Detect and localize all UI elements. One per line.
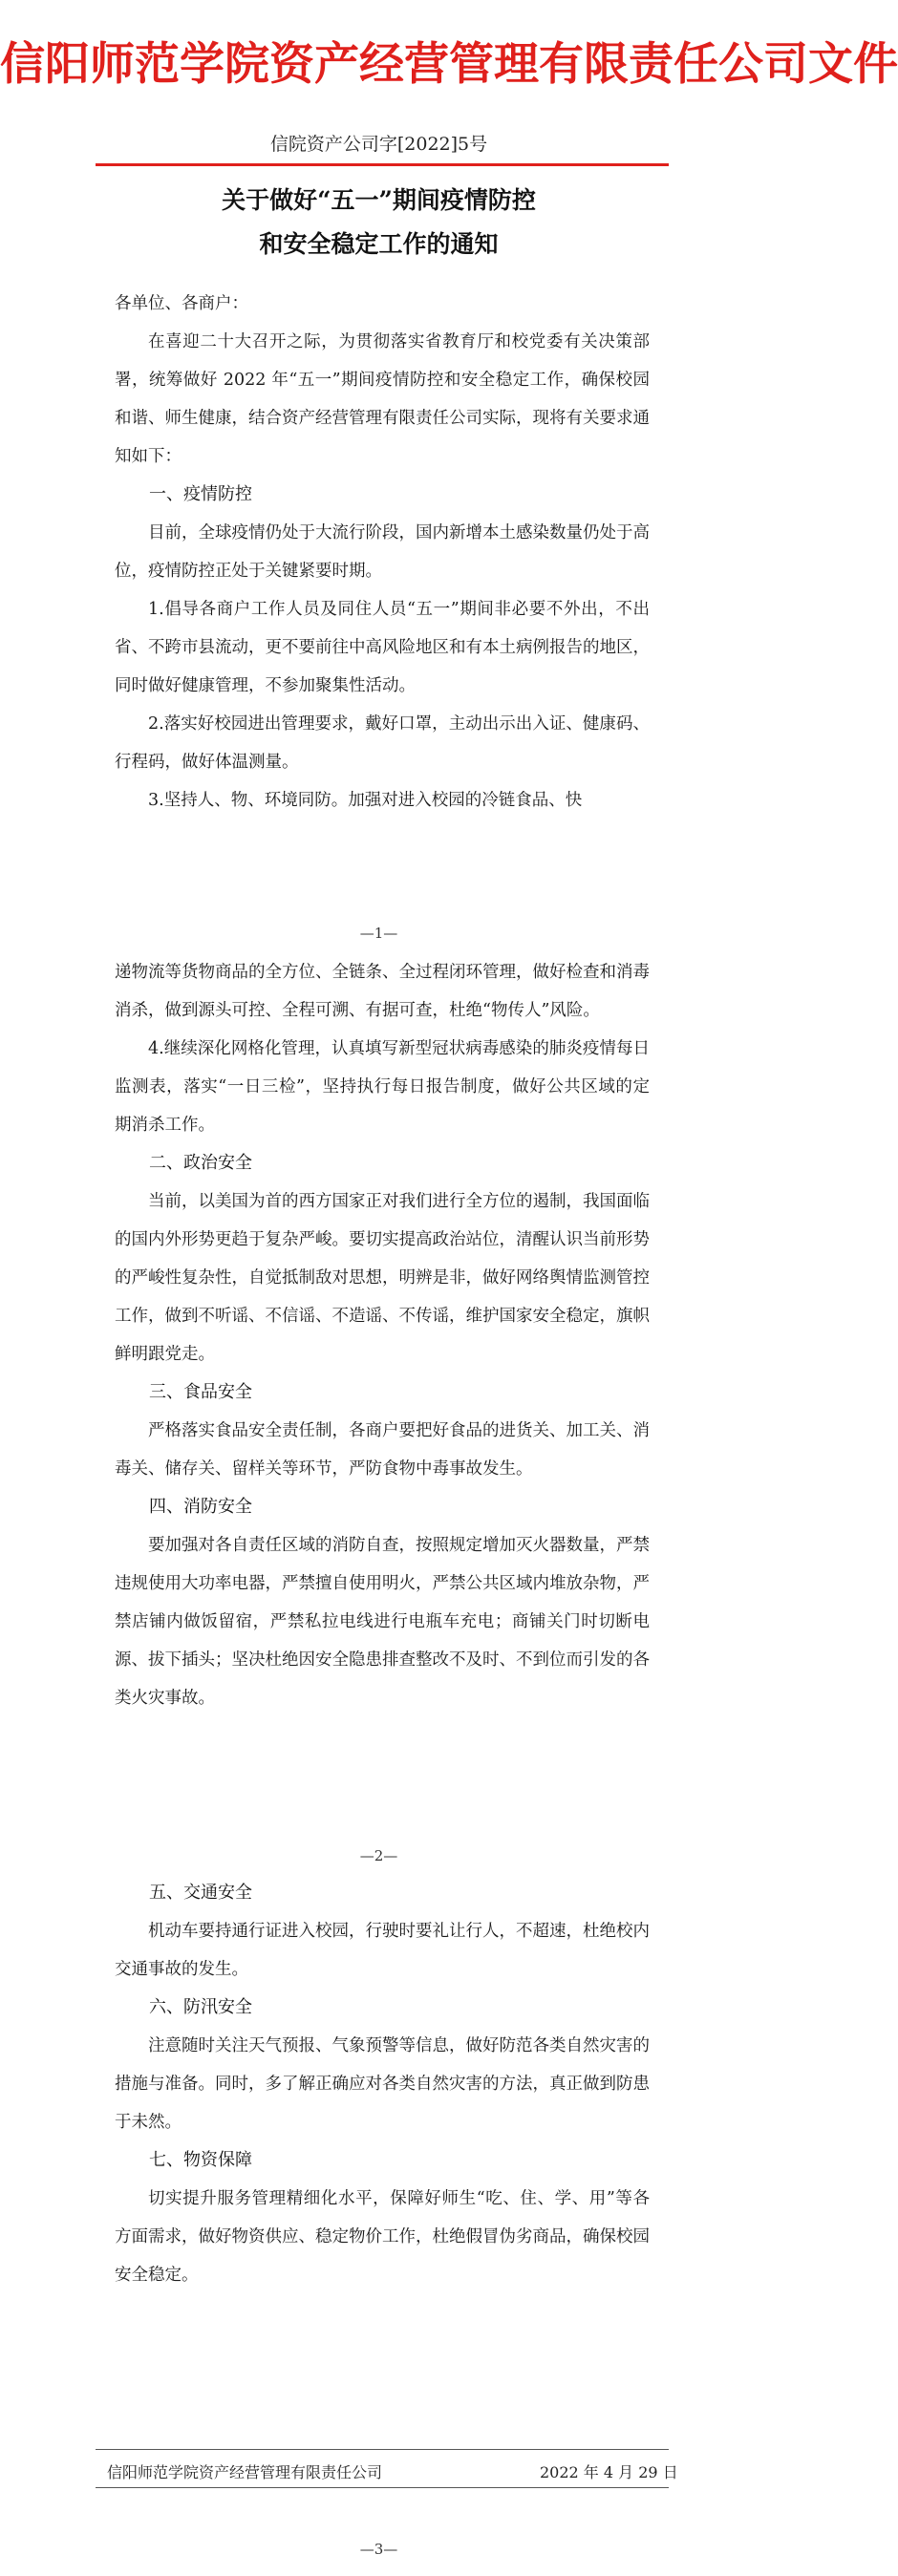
notice-title-line1: 关于做好“五一”期间疫情防控 — [222, 186, 536, 214]
page1-body — [115, 285, 650, 820]
epidemic-item-4: 4.继续深化网格化管理，认真填写新型冠状病毒感染的肺炎疫情每日监测表，落实“一日三检”，坚持执行每日报告制度，做好公共区域的定期消杀工作。 — [115, 1039, 650, 1135]
epidemic-paragraph: 目前，全球疫情仍处于大流行阶段，国内新增本土感染数量仍处于高位，疫情防控正处于关键紧要时期。 — [115, 523, 650, 581]
section-heading-fire: 四、消防安全 — [149, 1497, 252, 1517]
page-number-3: —3— — [359, 2541, 398, 2558]
supplies-paragraph: 切实提升服务管理精细化水平，保障好师生“吃、住、学、用”等各方面需求，做好物资供应、稳定物价工作，杜绝假冒伪劣商品，确保校园安全稳定。 — [115, 2189, 650, 2285]
section-heading-political: 二、政治安全 — [149, 1153, 252, 1173]
traffic-paragraph: 机动车要持通行证进入校园，行驶时要礼让行人，不超速，杜绝校内交通事故的发生。 — [115, 1922, 650, 1979]
page-number-2: —2— — [359, 1847, 398, 1864]
footer-date: 2022 年 4 月 29 日 — [540, 2463, 678, 2481]
document-header-title: 信阳师范学院资产经营管理有限责任公司文件 — [0, 38, 898, 91]
footer-organization: 信阳师范学院资产经营管理有限责任公司 — [107, 2463, 383, 2481]
epidemic-item-3-start: 3.坚持人、物、环境同防。加强对进入校园的冷链食品、快 — [148, 791, 583, 810]
section-heading-supplies: 七、物资保障 — [149, 2150, 252, 2170]
page3-body — [115, 1874, 650, 2294]
section-heading-food: 三、食品安全 — [149, 1382, 252, 1402]
political-paragraph: 当前，以美国为首的西方国家正对我们进行全方位的遏制，我国面临的国内外形势更趋于复杂严峻。要切实提高政治站位，清醒认识当前形势的严峻性复杂性，自觉抵制敌对思想，明辨是非，做好网络舆情监测管控工作，做到不听谣、不信谣、不造谣、不传谣，维护国家安全稳定，旗帜鲜明跟党走。 — [115, 1192, 650, 1364]
fire-paragraph: 要加强对各自责任区域的消防自查，按照规定增加灭火器数量，严禁违规使用大功率电器，严禁擅自使用明火，严禁公共区域内堆放杂物，严禁店铺内做饭留宿，严禁私拉电线进行电瓶车充电；商铺关门时切断电源、拔下插头；坚决杜绝因安全隐患排查整改不及时、不到位而引发的各类火灾事故。 — [115, 1536, 650, 1708]
section-heading-epidemic: 一、疫情防控 — [149, 484, 252, 504]
notice-title-line2: 和安全稳定工作的通知 — [259, 230, 499, 258]
footer-bottom-line — [96, 2487, 669, 2488]
salutation: 各单位、各商户： — [115, 294, 248, 313]
document-number: 信院资产公司字[2022]5号 — [269, 134, 488, 155]
page2-body — [115, 953, 650, 1717]
epidemic-item-2: 2.落实好校园进出管理要求，戴好口罩，主动出示出入证、健康码、行程码，做好体温测量。 — [115, 714, 650, 772]
red-divider-line — [96, 163, 669, 166]
epidemic-item-3-end: 递物流等货物商品的全方位、全链条、全过程闭环管理，做好检查和消毒消杀，做到源头可控、全程可溯、有据可查，杜绝“物传人”风险。 — [115, 963, 650, 1020]
section-heading-traffic: 五、交通安全 — [149, 1883, 252, 1903]
food-paragraph: 严格落实食品安全责任制，各商户要把好食品的进货关、加工关、消毒关、储存关、留样关等环节，严防食物中毒事故发生。 — [115, 1421, 650, 1479]
section-heading-flood: 六、防汛安全 — [149, 1997, 252, 2017]
intro-paragraph: 在喜迎二十大召开之际，为贯彻落实省教育厅和校党委有关决策部署，统筹做好 2022 年“五一”期间疫情防控和安全稳定工作，确保校园和谐、师生健康，结合资产经营管理有限责任公司实际，现将有关要求通知如下： — [115, 332, 650, 466]
page-number-1: —1— — [359, 925, 398, 942]
epidemic-item-1: 1.倡导各商户工作人员及同住人员“五一”期间非必要不外出，不出省、不跨市县流动，更不要前往中高风险地区和有本土病例报告的地区，同时做好健康管理，不参加聚集性活动。 — [115, 600, 650, 695]
footer-top-line — [96, 2449, 669, 2450]
flood-paragraph: 注意随时关注天气预报、气象预警等信息，做好防范各类自然灾害的措施与准备。同时，多了解正确应对各类自然灾害的方法，真正做到防患于未然。 — [115, 2036, 650, 2132]
